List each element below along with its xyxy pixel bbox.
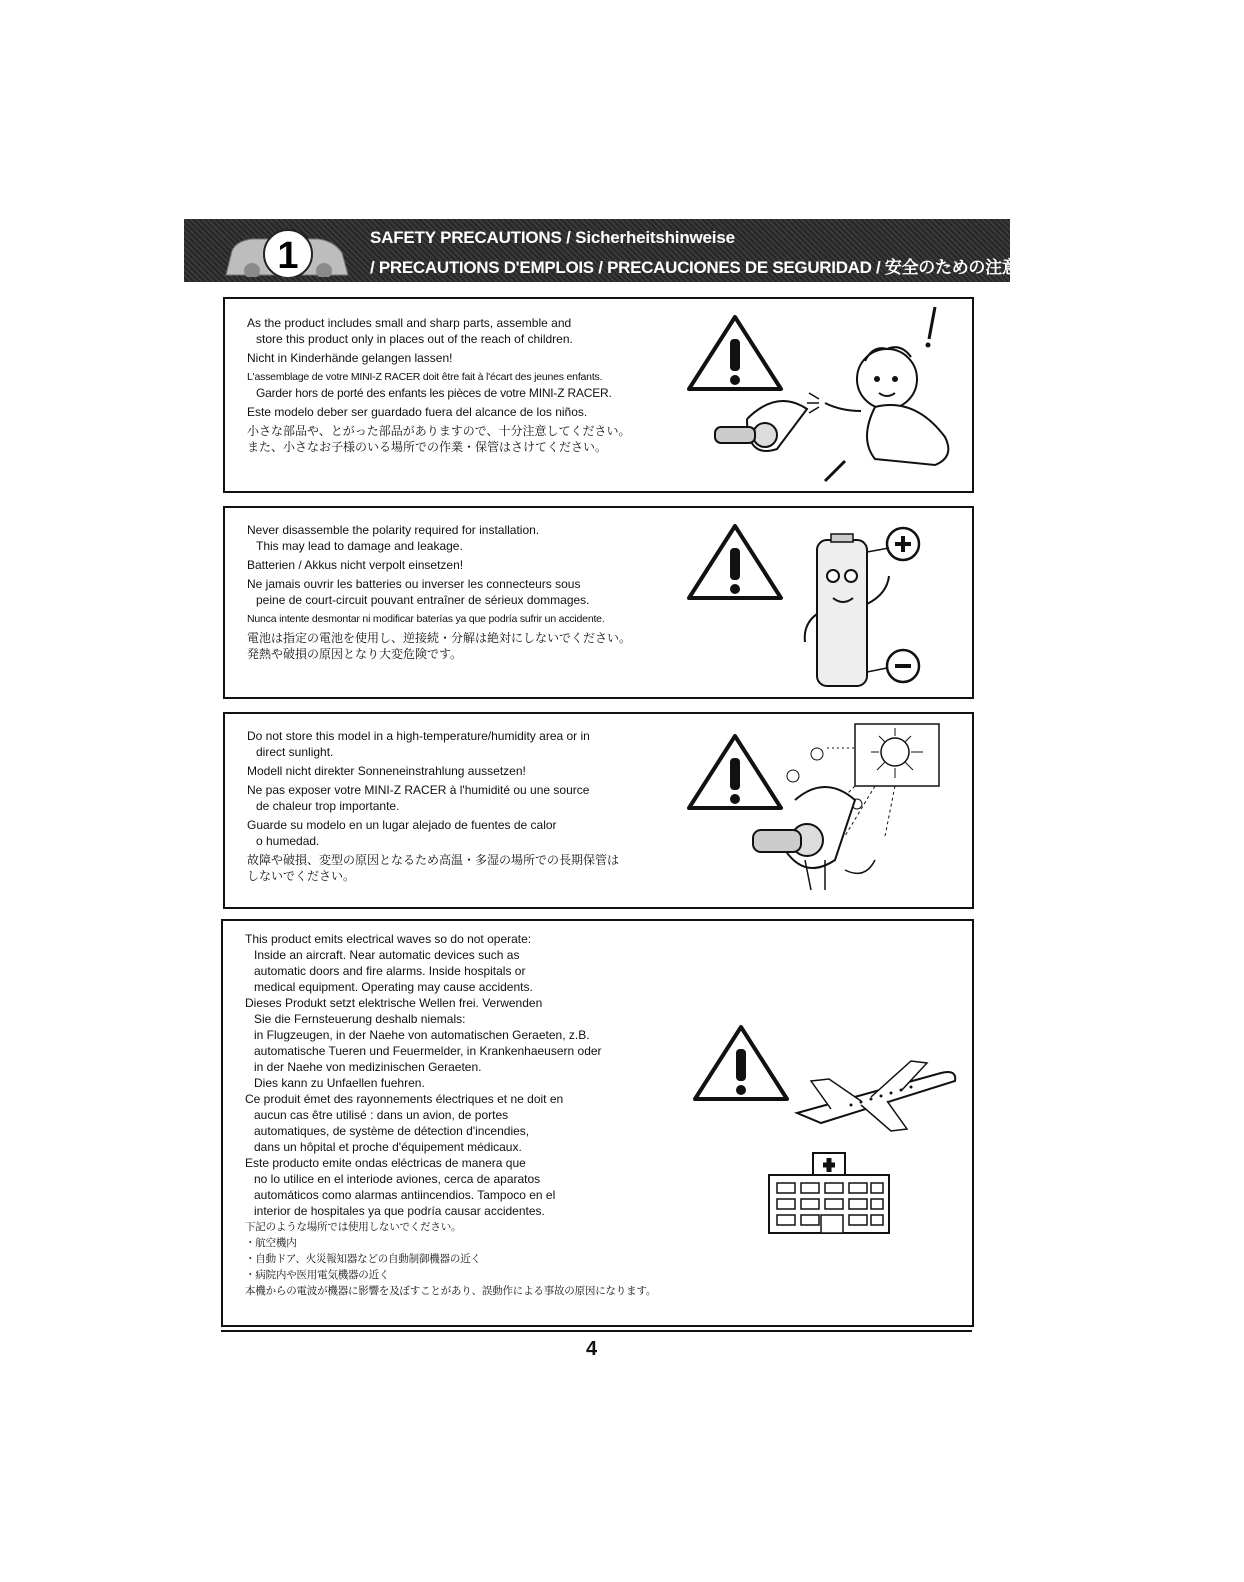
- text-en: This product emits electrical waves so do not operate:: [245, 932, 532, 946]
- text-es: Guarde su modelo en un lugar alejado de fuentes de calor: [247, 818, 557, 832]
- text-fr: L'assemblage de votre MINI-Z RACER doit être fait à l'écart des jeunes enfants.: [247, 371, 603, 383]
- precaution-box-heat: [223, 712, 974, 909]
- text-es: Este producto emite ondas eléctricas de manera que: [245, 1156, 526, 1170]
- text-es: Este modelo deber ser guardado fuera del alcance de los niños.: [247, 405, 588, 419]
- text-de: Dieses Produkt setzt elektrische Wellen frei. Verwenden: [245, 996, 543, 1010]
- warning-triangle-icon: [691, 1023, 791, 1103]
- text-jp: 小さな部品や、とがった部品がありますので、十分注意してください。: [247, 424, 631, 438]
- precaution-box-radio-waves: [221, 919, 974, 1327]
- precaution-text: This product emits electrical waves so do not operate: Inside an aircraft. Near automatic devices such as automatic doors and fire alarms. Inside hospitals or medical equipment. Operating may cause accidents. Dieses Produkt setzt elektrische Wellen frei. Verwenden Sie die Fernsteuerung deshalb niemals: in Flugzeugen, in der Naehe von automatischen Geraeten, z.B. automatische Tueren und Feuermelder, in Krankenhaeusern oder in der Naehe von medizinischen Geraeten. Dies kann zu Unfaellen fuehren. Ce produit émet des rayonnements électriques et ne doit en aucun cas être utilisé : dans un avion, de portes automatiques, de système de détection d'incendies, dans un hôpital et proche d'équipement médicaux. Este producto emite ondas eléctricas de manera que no lo utilice en el interiode aviones, cerca de aparatos automáticos como alarmas antiincendios. Tampoco en el interior de hospitales ya que podría causar accidentes. 下記のような場所では使用しないでください。 ・航空機内 ・自動ドア、火災報知器などの自動制御機器の近く ・病院内や医用電気機器の近く 本機からの電波が機器に影響を及ぼすことがあり、誤動作による事故の原因になります。: [245, 932, 657, 1297]
- warning-triangle-icon: [685, 522, 785, 602]
- text-fr: Ne jamais ouvrir les batteries ou inverser les connecteurs sous: [247, 577, 581, 591]
- precaution-box-children: [223, 297, 974, 493]
- hospital-icon: [767, 1151, 891, 1235]
- section-number: 1: [277, 235, 299, 277]
- sun-heat-transmitter-icon: [745, 720, 945, 902]
- text-en: Do not store this model in a high-temperature/humidity area or in: [247, 729, 590, 743]
- page-number: 4: [586, 1338, 598, 1360]
- text-de: Batterien / Akkus nicht verpolt einsetzen!: [247, 558, 464, 572]
- airplane-icon: [791, 1051, 961, 1133]
- car-number-badge-icon: [222, 227, 352, 277]
- text-en: As the product includes small and sharp parts, assemble and: [247, 316, 572, 330]
- text-es: Nunca intente desmontar ni modificar baterías ya que podría sufrir un accidente.: [247, 613, 605, 625]
- precaution-text: Do not store this model in a high-temperature/humidity area or in direct sunlight. Modell nicht direkter Sonneneinstrahlung aussetzen! Ne pas exposer votre MINI-Z RACER à l'humidité ou une source de chaleur trop importante. Guarde su modelo en un lugar alejado de fuentes de calor o humedad. 故障や破損、変型の原因となるため高温・多湿の場所での長期保管は しないでください。: [247, 729, 620, 883]
- precaution-box-battery: [223, 506, 974, 699]
- baby-crawling-icon: [705, 299, 970, 487]
- text-de: Modell nicht direkter Sonneneinstrahlung aussetzen!: [247, 764, 526, 778]
- text-jp: 下記のような場所では使用しないでください。: [245, 1221, 462, 1233]
- header-title-line1: SAFETY PRECAUTIONS / Sicherheitshinweise: [370, 228, 735, 247]
- text-de: Nicht in Kinderhände gelangen lassen!: [247, 351, 453, 365]
- precaution-text: As the product includes small and sharp parts, assemble and store this product only in places out of the reach of children. Nicht in Kinderhände gelangen lassen! L'assemblage de votre MINI-Z RACER doit être fait à l'écart des jeunes enfants. Garder hors de porté des enfants les pièces de votre MINI-Z RACER. Este modelo deber ser guardado fuera del alcance de los niños. 小さな部品や、とがった部品がありますので、十分注意してください。 また、小さなお子様のいる場所での作業・保管はさけてください。: [247, 316, 631, 454]
- precaution-text: Never disassemble the polarity required for installation. This may lead to damage and leakage. Batterien / Akkus nicht verpolt einsetzen! Ne jamais ouvrir les batteries ou inverser les connecteurs sous peine de court-circuit pouvant entraîner de sérieux dommages. Nunca intente desmontar ni modificar baterías ya que podría sufrir un accidente. 電池は指定の電池を使用し、逆接続・分解は絶対にしないでください。 発熱や破損の原因となり大変危険です。: [247, 523, 632, 661]
- text-fr: Ne pas exposer votre MINI-Z RACER à l'humidité ou une source: [247, 783, 590, 797]
- text-fr: Ce produit émet des rayonnements électriques et ne doit en: [245, 1092, 564, 1106]
- bottom-rule: [221, 1330, 972, 1332]
- header-title-line2: / PRECAUTIONS D'EMPLOIS / PRECAUCIONES DE SEGURIDAD / 安全のための注意事項: [370, 258, 1052, 277]
- battery-character-icon: [795, 514, 925, 692]
- text-jp: 電池は指定の電池を使用し、逆接続・分解は絶対にしないでください。: [247, 631, 632, 645]
- text-jp: 故障や破損、変型の原因となるため高温・多湿の場所での長期保管は: [247, 853, 620, 867]
- text-en: Never disassemble the polarity required for installation.: [247, 523, 540, 537]
- section-header: [184, 219, 1052, 282]
